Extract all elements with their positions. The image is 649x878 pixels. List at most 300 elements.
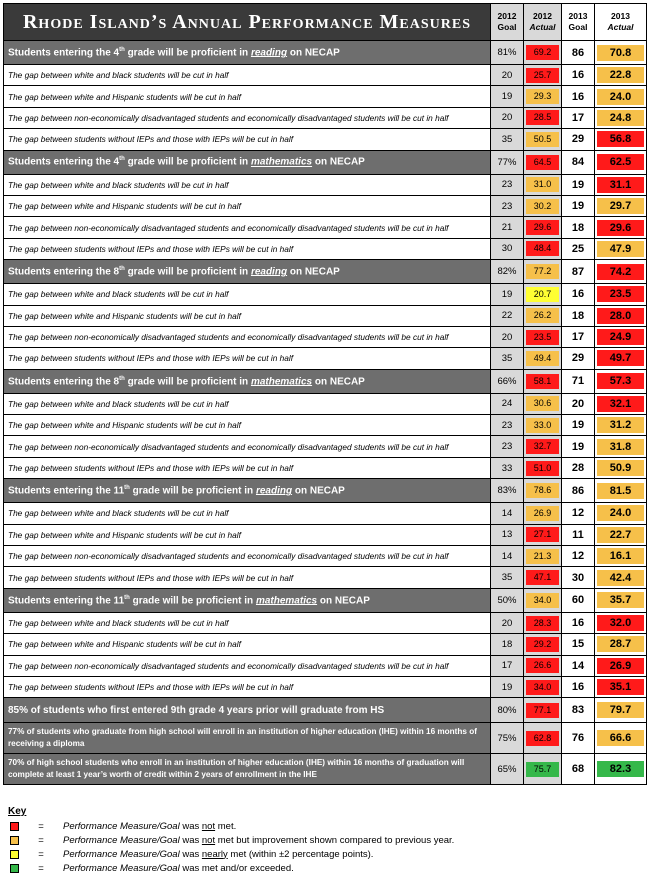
gap-row	[4, 655, 647, 676]
actual-2012-value: 23.5	[526, 330, 559, 345]
actual-2012-value: 26.9	[526, 506, 559, 521]
actual-2012-cell	[524, 655, 562, 676]
actual-2013-value: 31.8	[597, 439, 644, 455]
key-measure-text: Performance Measure/Goal	[63, 834, 180, 846]
key-item	[8, 819, 638, 833]
actual-2013-value: 66.6	[597, 730, 644, 746]
goal-2012-value: 20	[491, 612, 524, 633]
actual-2012-cell	[524, 698, 562, 723]
goal-2012-value: 24	[491, 393, 524, 414]
row-label: The gap between white and black students will be cut in half	[4, 284, 491, 305]
actual-2012-value: 77.1	[526, 703, 559, 718]
key-text: was	[179, 834, 202, 846]
actual-2013-cell	[595, 369, 647, 393]
key-equals: =	[38, 862, 44, 874]
performance-table	[3, 3, 647, 785]
actual-2013-value: 32.0	[597, 615, 644, 631]
measure-text: 85% of students who first entered 9th grade 4 years prior will graduate from HS	[8, 704, 385, 716]
actual-2013-value: 22.8	[597, 67, 644, 83]
row-label: The gap between non-economically disadvantaged students and economically disadvantaged students will be cut in half	[4, 546, 491, 567]
actual-2013-value: 24.0	[597, 505, 644, 521]
goal-2013-value: 16	[562, 65, 595, 86]
goal-2013-value: 84	[562, 150, 595, 174]
gap-row	[4, 393, 647, 414]
goal-2012-value: 35	[491, 348, 524, 369]
actual-2012-value: 51.0	[526, 461, 559, 476]
row-label	[4, 723, 491, 754]
measure-text: 70% of high school students who enroll in an institution of higher education (IHE) within 16 months of graduation will complete at least 1 year’s worth of credit within 2 years of enrollment in the IHE	[8, 758, 465, 780]
actual-2012-cell	[524, 415, 562, 436]
actual-2013-value: 28.0	[597, 308, 644, 324]
goal-2013-value: 60	[562, 588, 595, 612]
gap-row	[4, 524, 647, 545]
actual-2013-value: 50.9	[597, 460, 644, 476]
grade-suffix: th	[119, 46, 125, 53]
row-label: The gap between white and Hispanic students will be cut in half	[4, 634, 491, 655]
actual-2012-cell	[524, 348, 562, 369]
actual-2013-value: 35.1	[597, 679, 644, 695]
actual-2012-value: 30.6	[526, 396, 559, 411]
row-label: The gap between students without IEPs and those with IEPs will be cut in half	[4, 238, 491, 259]
subject-text: mathematics	[255, 594, 318, 606]
actual-2013-cell	[595, 305, 647, 326]
actual-2013-cell	[595, 503, 647, 524]
actual-2012-cell	[524, 612, 562, 633]
measure-text: Students entering the 4	[8, 47, 120, 59]
goal-2013-value: 19	[562, 195, 595, 216]
goal-2012-value: 21	[491, 217, 524, 238]
actual-2013-cell	[595, 698, 647, 723]
actual-2012-value: 48.4	[526, 241, 559, 256]
key-swatch	[10, 850, 19, 859]
goal-2013-value: 16	[562, 612, 595, 633]
actual-2013-value: 49.7	[597, 350, 644, 366]
row-label	[4, 479, 491, 503]
goal-2012-value: 33	[491, 457, 524, 478]
actual-2012-value: 32.7	[526, 439, 559, 454]
actual-2012-cell	[524, 41, 562, 65]
actual-2012-cell	[524, 634, 562, 655]
goal-2013-value: 12	[562, 546, 595, 567]
actual-2012-value: 28.5	[526, 110, 559, 125]
key-title: Key	[8, 806, 27, 817]
actual-2013-cell	[595, 150, 647, 174]
goal-2013-value: 15	[562, 634, 595, 655]
header-2012-goal-year: 2012	[497, 11, 517, 21]
goal-2013-value: 83	[562, 698, 595, 723]
goal-2012-value: 35	[491, 567, 524, 588]
actual-2012-cell	[524, 588, 562, 612]
goal-2013-value: 86	[562, 479, 595, 503]
actual-2013-value: 81.5	[597, 483, 644, 499]
key-text: met (within ±2 percentage points).	[227, 848, 374, 860]
goal-2012-value: 20	[491, 107, 524, 128]
actual-2012-cell	[524, 174, 562, 195]
row-label: The gap between students without IEPs and those with IEPs will be cut in half	[4, 676, 491, 697]
key-equals: =	[38, 820, 44, 832]
actual-2013-value: 29.7	[597, 198, 644, 214]
actual-2013-value: 24.9	[597, 329, 644, 345]
goal-2013-value: 76	[562, 723, 595, 754]
gap-row	[4, 348, 647, 369]
actual-2012-cell	[524, 326, 562, 347]
measure-text: grade will be proficient in	[124, 47, 251, 59]
key-swatch	[10, 822, 19, 831]
actual-2013-cell	[595, 174, 647, 195]
actual-2013-value: 56.8	[597, 131, 644, 147]
goal-2013-value: 14	[562, 655, 595, 676]
goal-2012-value: 30	[491, 238, 524, 259]
actual-2013-value: 57.3	[597, 373, 644, 389]
actual-2012-value: 30.2	[526, 199, 559, 214]
actual-2013-value: 28.7	[597, 636, 644, 652]
actual-2012-value: 26.6	[526, 658, 559, 673]
measure-text: Students entering the 4	[8, 156, 120, 168]
key-measure-text: Performance Measure/Goal	[63, 848, 180, 860]
measure-text: Students entering the 11	[8, 594, 125, 606]
goal-2013-value: 86	[562, 41, 595, 65]
actual-2012-value: 34.0	[526, 593, 559, 608]
measure-row	[4, 479, 647, 503]
gap-row	[4, 457, 647, 478]
row-label: The gap between white and black students will be cut in half	[4, 65, 491, 86]
actual-2013-cell	[595, 326, 647, 347]
grade-suffix: th	[119, 156, 125, 163]
goal-2012-value: 83%	[491, 479, 524, 503]
goal-2012-value: 17	[491, 655, 524, 676]
goal-2013-value: 12	[562, 503, 595, 524]
goal-2012-value: 13	[491, 524, 524, 545]
measure-row	[4, 150, 647, 174]
gap-row	[4, 86, 647, 107]
actual-2013-cell	[595, 588, 647, 612]
key-text: was	[179, 848, 202, 860]
goal-2012-value: 82%	[491, 260, 524, 284]
gap-row	[4, 436, 647, 457]
goal-2013-value: 11	[562, 524, 595, 545]
performance-measures-sheet	[3, 3, 646, 785]
actual-2013-value: 32.1	[597, 396, 644, 412]
header-2013-actual-label: Actual	[607, 22, 634, 32]
key-text: was	[179, 820, 202, 832]
key-description	[63, 863, 294, 874]
actual-2013-value: 82.3	[597, 761, 644, 777]
row-label: The gap between students without IEPs and those with IEPs will be cut in half	[4, 129, 491, 150]
gap-row	[4, 284, 647, 305]
actual-2012-value: 78.6	[526, 483, 559, 498]
actual-2013-cell	[595, 415, 647, 436]
row-label: The gap between non-economically disadvantaged students and economically disadvantaged students will be cut in half	[4, 655, 491, 676]
key-item	[8, 861, 638, 875]
gap-row	[4, 612, 647, 633]
row-label	[4, 369, 491, 393]
actual-2012-cell	[524, 676, 562, 697]
actual-2012-value: 49.4	[526, 351, 559, 366]
row-label: The gap between white and Hispanic students will be cut in half	[4, 195, 491, 216]
measure-row	[4, 369, 647, 393]
header-2012-actual-label: Actual	[529, 22, 556, 32]
key-measure-text: Performance Measure/Goal	[63, 862, 180, 874]
header-2013-goal-year: 2013	[568, 11, 588, 21]
actual-2013-value: 16.1	[597, 548, 644, 564]
measure-text: grade will be proficient in	[124, 266, 251, 278]
actual-2013-value: 23.5	[597, 286, 644, 302]
actual-2013-cell	[595, 457, 647, 478]
gap-row	[4, 238, 647, 259]
actual-2012-value: 25.7	[526, 68, 559, 83]
actual-2013-cell	[595, 676, 647, 697]
key-item	[8, 847, 638, 861]
goal-2012-value: 81%	[491, 41, 524, 65]
gap-row	[4, 217, 647, 238]
goal-2012-value: 35	[491, 129, 524, 150]
measure-text: Students entering the 11	[8, 485, 125, 497]
actual-2013-cell	[595, 567, 647, 588]
actual-2012-value: 20.7	[526, 287, 559, 302]
actual-2012-value: 64.5	[526, 155, 559, 170]
goal-2012-value: 75%	[491, 723, 524, 754]
actual-2013-cell	[595, 260, 647, 284]
actual-2012-cell	[524, 546, 562, 567]
row-label	[4, 588, 491, 612]
actual-2012-value: 27.1	[526, 527, 559, 542]
header-2012-actual	[524, 4, 562, 41]
color-key	[8, 806, 638, 875]
goal-2012-value: 14	[491, 503, 524, 524]
measure-text: on NECAP	[287, 47, 340, 59]
actual-2012-cell	[524, 65, 562, 86]
actual-2012-value: 47.1	[526, 570, 559, 585]
goal-2013-value: 17	[562, 107, 595, 128]
goal-2013-value: 30	[562, 567, 595, 588]
actual-2013-cell	[595, 217, 647, 238]
goal-2013-value: 20	[562, 393, 595, 414]
key-description	[63, 821, 236, 832]
actual-2013-cell	[595, 479, 647, 503]
key-emphasis: not	[201, 834, 216, 846]
header-2012-goal-label: Goal	[497, 22, 517, 32]
goal-2013-value: 29	[562, 129, 595, 150]
measure-text: grade will be proficient in	[129, 485, 256, 497]
actual-2012-cell	[524, 754, 562, 785]
grade-suffix: th	[124, 485, 130, 492]
goal-2013-value: 18	[562, 305, 595, 326]
gap-row	[4, 195, 647, 216]
measure-text: on NECAP	[312, 156, 365, 168]
actual-2013-cell	[595, 238, 647, 259]
key-description	[63, 835, 454, 846]
row-label	[4, 698, 491, 723]
actual-2012-cell	[524, 457, 562, 478]
actual-2012-value: 62.8	[526, 731, 559, 746]
row-label: The gap between white and Hispanic students will be cut in half	[4, 415, 491, 436]
measure-text: on NECAP	[287, 266, 340, 278]
key-emphasis: nearly	[201, 848, 228, 860]
actual-2012-value: 77.2	[526, 264, 559, 279]
actual-2013-value: 42.4	[597, 570, 644, 586]
actual-2013-value: 79.7	[597, 702, 644, 718]
key-equals: =	[38, 834, 44, 846]
actual-2013-value: 74.2	[597, 264, 644, 280]
goal-2013-value: 28	[562, 457, 595, 478]
actual-2012-value: 58.1	[526, 374, 559, 389]
goal-2012-value: 20	[491, 65, 524, 86]
actual-2013-value: 70.8	[597, 45, 644, 61]
measure-text: Students entering the 8	[8, 266, 120, 278]
actual-2013-cell	[595, 86, 647, 107]
row-label: The gap between non-economically disadvantaged students and economically disadvantaged students will be cut in half	[4, 217, 491, 238]
goal-2012-value: 66%	[491, 369, 524, 393]
actual-2013-value: 47.9	[597, 241, 644, 257]
goal-2012-value: 19	[491, 284, 524, 305]
gap-row	[4, 107, 647, 128]
actual-2013-cell	[595, 436, 647, 457]
measure-row	[4, 41, 647, 65]
actual-2013-value: 26.9	[597, 658, 644, 674]
goal-2013-value: 87	[562, 260, 595, 284]
actual-2013-value: 24.8	[597, 110, 644, 126]
actual-2012-cell	[524, 393, 562, 414]
row-label: The gap between white and black students will be cut in half	[4, 174, 491, 195]
subject-text: mathematics	[250, 156, 313, 168]
actual-2013-value: 31.2	[597, 417, 644, 433]
actual-2013-cell	[595, 129, 647, 150]
measure-row	[4, 260, 647, 284]
goal-2013-value: 68	[562, 754, 595, 785]
row-label: The gap between white and black students will be cut in half	[4, 612, 491, 633]
key-measure-text: Performance Measure/Goal	[63, 820, 180, 832]
key-text: met.	[215, 820, 237, 832]
header-2013-actual-year: 2013	[611, 11, 630, 21]
header-2012-actual-year: 2012	[533, 11, 552, 21]
actual-2013-cell	[595, 284, 647, 305]
header-2013-goal-label: Goal	[568, 22, 588, 32]
actual-2012-cell	[524, 217, 562, 238]
grade-suffix: th	[124, 594, 130, 601]
key-text: was met and/or exceeded.	[179, 862, 294, 874]
goal-2013-value: 16	[562, 284, 595, 305]
key-emphasis: not	[201, 820, 216, 832]
goal-2012-value: 23	[491, 174, 524, 195]
actual-2012-cell	[524, 107, 562, 128]
actual-2012-cell	[524, 129, 562, 150]
row-label: The gap between students without IEPs and those with IEPs will be cut in half	[4, 457, 491, 478]
actual-2012-cell	[524, 567, 562, 588]
measure-row	[4, 723, 647, 754]
key-swatch	[10, 864, 19, 873]
goal-2013-value: 17	[562, 326, 595, 347]
row-label: The gap between white and Hispanic students will be cut in half	[4, 86, 491, 107]
measure-text: grade will be proficient in	[124, 156, 251, 168]
actual-2013-cell	[595, 634, 647, 655]
actual-2012-cell	[524, 150, 562, 174]
goal-2012-value: 65%	[491, 754, 524, 785]
actual-2013-value: 35.7	[597, 592, 644, 608]
row-label: The gap between non-economically disadvantaged students and economically disadvantaged students will be cut in half	[4, 107, 491, 128]
goal-2013-value: 19	[562, 436, 595, 457]
page-title: Rhode Island’s Annual Performance Measures	[4, 4, 491, 41]
row-label	[4, 150, 491, 174]
goal-2012-value: 80%	[491, 698, 524, 723]
actual-2013-value: 62.5	[597, 154, 644, 170]
header-2013-goal	[562, 4, 595, 41]
actual-2013-cell	[595, 65, 647, 86]
actual-2012-cell	[524, 305, 562, 326]
key-description	[63, 849, 373, 860]
measure-row	[4, 754, 647, 785]
goal-2012-value: 50%	[491, 588, 524, 612]
actual-2013-value: 22.7	[597, 527, 644, 543]
actual-2012-value: 31.0	[526, 177, 559, 192]
goal-2013-value: 16	[562, 676, 595, 697]
actual-2012-cell	[524, 524, 562, 545]
gap-row	[4, 305, 647, 326]
row-label	[4, 41, 491, 65]
measure-text: grade will be proficient in	[124, 375, 251, 387]
goal-2013-value: 71	[562, 369, 595, 393]
goal-2012-value: 18	[491, 634, 524, 655]
measure-text: on NECAP	[317, 594, 370, 606]
actual-2013-value: 24.0	[597, 89, 644, 105]
actual-2013-cell	[595, 612, 647, 633]
key-text: met but improvement shown compared to previous year.	[215, 834, 455, 846]
header-2012-goal	[491, 4, 524, 41]
measure-text: 77% of students who graduate from high school will enroll in an institution of higher education (IHE) within 16 months of receiving a diploma	[8, 727, 477, 749]
goal-2013-value: 25	[562, 238, 595, 259]
measure-row	[4, 698, 647, 723]
goal-2013-value: 16	[562, 86, 595, 107]
goal-2012-value: 22	[491, 305, 524, 326]
actual-2013-cell	[595, 655, 647, 676]
goal-2012-value: 19	[491, 86, 524, 107]
subject-text: reading	[250, 266, 288, 278]
row-label: The gap between students without IEPs and those with IEPs will be cut in half	[4, 567, 491, 588]
grade-suffix: th	[119, 265, 125, 272]
gap-row	[4, 65, 647, 86]
actual-2012-cell	[524, 723, 562, 754]
key-equals: =	[38, 848, 44, 860]
measure-text: on NECAP	[292, 485, 345, 497]
subject-text: reading	[250, 47, 288, 59]
goal-2013-value: 18	[562, 217, 595, 238]
header-row	[4, 4, 647, 41]
goal-2012-value: 20	[491, 326, 524, 347]
actual-2012-value: 28.3	[526, 616, 559, 631]
row-label	[4, 260, 491, 284]
actual-2012-value: 26.2	[526, 308, 559, 323]
gap-row	[4, 676, 647, 697]
row-label: The gap between white and Hispanic students will be cut in half	[4, 524, 491, 545]
row-label	[4, 754, 491, 785]
actual-2012-value: 69.2	[526, 45, 559, 60]
gap-row	[4, 326, 647, 347]
actual-2012-value: 50.5	[526, 132, 559, 147]
actual-2012-value: 34.0	[526, 680, 559, 695]
actual-2013-cell	[595, 195, 647, 216]
actual-2012-cell	[524, 238, 562, 259]
actual-2012-cell	[524, 369, 562, 393]
gap-row	[4, 415, 647, 436]
gap-row	[4, 634, 647, 655]
measure-text: on NECAP	[312, 375, 365, 387]
goal-2013-value: 19	[562, 174, 595, 195]
goal-2012-value: 23	[491, 415, 524, 436]
actual-2013-cell	[595, 723, 647, 754]
goal-2012-value: 23	[491, 436, 524, 457]
measure-text: Students entering the 8	[8, 375, 120, 387]
actual-2012-cell	[524, 86, 562, 107]
goal-2013-value: 29	[562, 348, 595, 369]
